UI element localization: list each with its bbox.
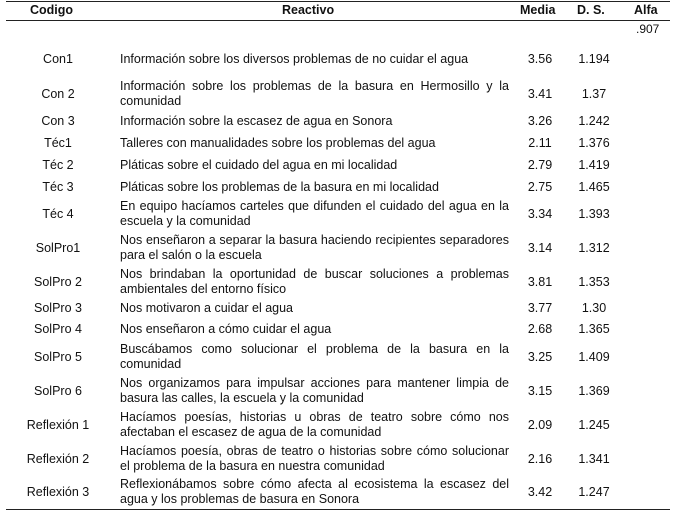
row-ds: 1.353 bbox=[578, 274, 610, 289]
row-media: 2.09 bbox=[527, 418, 553, 432]
row-code: SolPro 5 bbox=[34, 350, 82, 364]
header-reactivo: Reactivo bbox=[282, 3, 335, 17]
table-row bbox=[0, 374, 676, 408]
row-code: SolPro 3 bbox=[34, 301, 82, 315]
header-media: Media bbox=[520, 3, 556, 17]
row-media: 3.42 bbox=[527, 485, 553, 499]
header-rule bbox=[6, 20, 670, 21]
row-item-text: Información sobre la escasez de agua en Sonora bbox=[120, 113, 393, 128]
table-row bbox=[0, 475, 676, 509]
row-code: Reflexión 2 bbox=[26, 451, 90, 466]
table-row bbox=[0, 318, 676, 340]
row-item-text: Talleres con manualidades sobre los problemas del agua bbox=[120, 135, 436, 150]
row-code: SolPro 6 bbox=[34, 384, 82, 398]
row-code: SolPro 2 bbox=[34, 274, 82, 289]
row-code: Téc 3 bbox=[42, 180, 74, 194]
header-alfa: Alfa bbox=[634, 3, 658, 17]
row-item-text: Reflexionábamos sobre cómo afecta al ecosistema la escasez del agua y los problemas de basura en Sonora bbox=[120, 477, 509, 506]
table-row bbox=[0, 111, 676, 131]
row-ds: 1.37 bbox=[581, 87, 607, 101]
row-item-text: Nos organizamos para impulsar acciones para mantener limpia de basura las calles, la escuela y la comunidad bbox=[120, 376, 509, 405]
table-row bbox=[0, 298, 676, 318]
row-code: Téc 2 bbox=[42, 158, 74, 172]
row-code: Con 2 bbox=[41, 87, 75, 101]
row-ds: 1.242 bbox=[578, 114, 610, 128]
row-media: 3.41 bbox=[527, 87, 553, 101]
row-media: 3.25 bbox=[527, 350, 553, 364]
row-ds: 1.376 bbox=[578, 136, 610, 150]
row-ds: 1.369 bbox=[578, 384, 610, 398]
row-ds: 1.194 bbox=[578, 52, 610, 66]
row-item-text: Información sobre los problemas de la basura en Hermosillo y la comunidad bbox=[120, 79, 509, 108]
row-item-text: Hacíamos poesía, obras de teatro o historias sobre cómo solucionar el problema de la basura en nuestra comunidad bbox=[120, 443, 509, 473]
row-ds: 1.341 bbox=[578, 451, 610, 466]
table-row bbox=[0, 408, 676, 442]
row-code: Reflexión 1 bbox=[26, 418, 90, 432]
table-row bbox=[0, 442, 676, 475]
row-item-text: Pláticas sobre los problemas de la basura en mi localidad bbox=[120, 179, 439, 194]
row-code: Reflexión 3 bbox=[26, 485, 90, 499]
row-code: Téc 4 bbox=[42, 207, 74, 221]
row-code: SolPro1 bbox=[35, 241, 81, 255]
table-row bbox=[0, 176, 676, 198]
table-bottom-rule bbox=[6, 509, 670, 510]
row-item-text: Nos motivaron a cuidar el agua bbox=[120, 300, 294, 315]
row-ds: 1.30 bbox=[581, 301, 607, 315]
table-row bbox=[0, 132, 676, 154]
table-row bbox=[0, 197, 676, 231]
table-row bbox=[0, 231, 676, 265]
row-item-text: Pláticas sobre el cuidado del agua en mi localidad bbox=[120, 157, 398, 172]
row-item-text: Nos enseñaron a cómo cuidar el agua bbox=[120, 321, 332, 336]
row-ds: 1.393 bbox=[578, 207, 610, 221]
row-item-text: Buscábamos como solucionar el problema de la basura en la comunidad bbox=[120, 342, 509, 371]
row-media: 2.68 bbox=[527, 322, 553, 336]
row-media: 2.16 bbox=[527, 451, 553, 466]
row-media: 3.15 bbox=[527, 384, 553, 398]
row-ds: 1.409 bbox=[578, 350, 610, 364]
row-item-text: Nos brindaban la oportunidad de buscar soluciones a problemas ambientales del entorno físico bbox=[120, 266, 509, 296]
table-row bbox=[0, 42, 676, 76]
row-media: 2.79 bbox=[527, 158, 553, 172]
row-media: 3.26 bbox=[527, 114, 553, 128]
row-ds: 1.465 bbox=[578, 180, 610, 194]
row-code: Con1 bbox=[43, 52, 73, 66]
row-media: 3.34 bbox=[527, 207, 553, 221]
row-item-text: Nos enseñaron a separar la basura haciendo recipientes separadores para el salón o la escuela bbox=[120, 233, 509, 262]
row-media: 3.14 bbox=[527, 241, 553, 255]
row-media: 2.11 bbox=[528, 136, 552, 150]
table-row bbox=[0, 154, 676, 176]
row-item-text: En equipo hacíamos carteles que difunden el cuidado del agua en la escuela y la comunidad bbox=[120, 199, 509, 228]
row-media: 2.75 bbox=[527, 180, 553, 194]
header-ds: D. S. bbox=[577, 3, 605, 17]
row-media: 3.56 bbox=[527, 52, 553, 66]
row-media: 3.81 bbox=[527, 274, 553, 289]
header-codigo: Codigo bbox=[30, 3, 74, 17]
table-top-rule bbox=[6, 1, 670, 2]
table-row bbox=[0, 340, 676, 374]
row-ds: 1.247 bbox=[578, 485, 610, 499]
row-ds: 1.312 bbox=[578, 241, 610, 255]
alfa-value: .907 bbox=[636, 22, 660, 36]
row-item-text: Información sobre los diversos problemas de no cuidar el agua bbox=[120, 51, 469, 66]
table-row bbox=[0, 77, 676, 111]
table-row bbox=[0, 265, 676, 298]
row-item-text: Hacíamos poesías, historias u obras de teatro sobre cómo nos afectaban el escasez de agua de la comunidad bbox=[120, 410, 509, 439]
row-ds: 1.365 bbox=[578, 322, 610, 336]
row-ds: 1.419 bbox=[578, 158, 610, 172]
row-code: Con 3 bbox=[41, 114, 75, 128]
row-code: SolPro 4 bbox=[34, 322, 82, 336]
row-ds: 1.245 bbox=[578, 418, 610, 432]
row-code: Téc1 bbox=[44, 136, 72, 150]
row-media: 3.77 bbox=[527, 301, 553, 315]
